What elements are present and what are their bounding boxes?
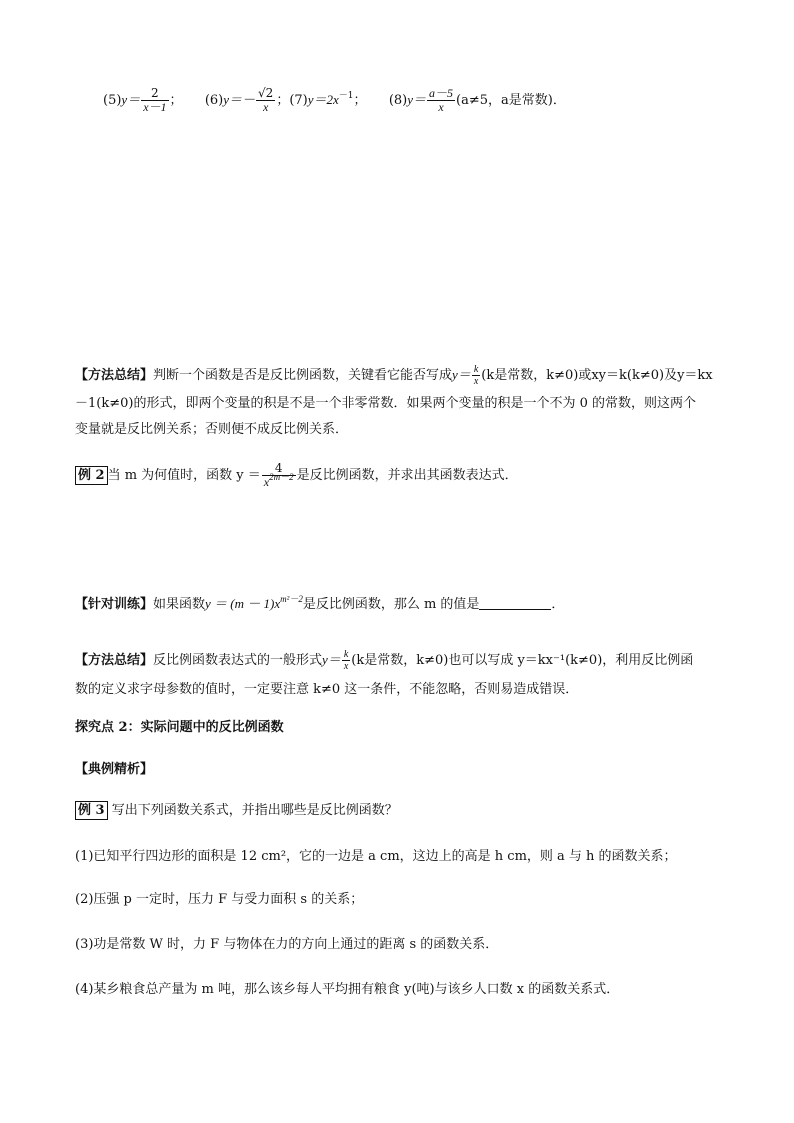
section-heading [75, 718, 284, 738]
practice-pre: 如果函数 [153, 597, 206, 612]
practice [75, 594, 564, 615]
method1-denominator: x [473, 376, 479, 387]
example-3 [75, 801, 398, 821]
method2-line2-text: 数的定义求字母参数的值时，一定要注意 k≠0 这一条件，不能忽略，否则易造成错误． [75, 682, 579, 697]
item5-fraction [141, 87, 168, 114]
example-2-numerator: 4 [262, 462, 296, 476]
item5-label: (5) [103, 93, 122, 108]
example-3-item-1-text: (1)已知平行四边形的面积是 12 cm²，它的一边是 a cm，这边上的高是 h cm，则 a 与 h 的函数关系； [75, 849, 677, 864]
item5-expr: y＝ [121, 92, 141, 107]
item6-label: (6) [204, 93, 224, 108]
example-3-item-3-text: (3)功是常数 W 时，力 F 与物体在力的方向上通过的距离 s 的函数关系． [75, 937, 499, 952]
example-2-post: 是反比例函数，并求出其函数表达式． [296, 468, 518, 483]
item6-expr: y＝－ [223, 92, 256, 107]
item8-tail: (a≠5，a是常数)． [456, 93, 566, 108]
item8-fraction [427, 87, 455, 114]
item8-expr: y＝ [407, 92, 427, 107]
item7-expr: y＝2x [307, 92, 339, 107]
method1-numerator: k [473, 364, 479, 375]
example-3-item-4 [75, 980, 619, 1000]
example-2-den-exponent: 2m－2 [269, 472, 294, 482]
method-summary-tag: 【方法总结】 [75, 368, 154, 383]
method1-line2-text: －1(k≠0)的形式，即两个变量的积是不是一个非零常数．如果两个变量的积是一个不为 0 的常数，则这两个 [75, 396, 696, 411]
item6-numerator: √2 [258, 86, 274, 100]
function-list-line [103, 87, 566, 114]
example-2-tag: 例 2 [75, 466, 108, 485]
method1-fraction [472, 364, 480, 387]
item8-denominator: x [438, 100, 444, 114]
method-summary-1-line1 [75, 364, 713, 387]
method1-y: y＝ [452, 367, 471, 382]
item8-label: (8) [388, 93, 408, 108]
method2-fraction [342, 649, 350, 672]
example-3-tag: 例 3 [75, 801, 108, 820]
method-summary-2-tag: 【方法总结】 [75, 653, 154, 668]
answer-blank[interactable] [479, 595, 551, 610]
method-summary-1-line3 [75, 420, 348, 440]
method2-denominator: x [343, 661, 349, 672]
example-2-denominator [262, 472, 296, 489]
example-2-fraction [262, 462, 296, 489]
method-summary-2-line2 [75, 680, 578, 700]
example-3-text: 写出下列函数关系式，并指出哪些是反比例函数？ [111, 803, 398, 818]
practice-post: 是反比例函数，那么 m 的值是 [302, 597, 480, 612]
example-3-item-4-text: (4)某乡粮食总产量为 m 吨，那么该乡每人平均拥有粮食 y(吨)与该乡人口数 x 的函数关系式． [75, 982, 620, 997]
item5-numerator: 2 [141, 87, 168, 101]
method1-post: (k是常数，k≠0)或xy＝k(k≠0)及y＝kx [481, 368, 713, 383]
item8-numerator: a－5 [429, 86, 454, 100]
example-2 [75, 462, 518, 489]
method-summary-1-line2 [75, 394, 696, 414]
example-2-pre: 当 m 为何值时，函数 y ＝ [107, 468, 261, 483]
item5-separator: ； [169, 93, 183, 108]
method-summary-text: 判断一个函数是否是反比例函数，关键看它能否写成 [153, 368, 453, 383]
method-summary-2-line1 [75, 649, 693, 672]
item6-denominator: x [263, 100, 269, 114]
method1-line3-text: 变量就是反比例关系；否则便不成反比例关系． [75, 422, 349, 437]
item5-denominator: x－1 [143, 100, 167, 114]
item7-exponent: －1 [338, 91, 354, 101]
practice-expr: y ＝ (m － 1)x [205, 596, 281, 611]
method2-numerator: k [343, 649, 349, 660]
example-3-item-2-text: (2)压强 p 一定时，压力 F 与受力面积 s 的关系； [75, 892, 364, 907]
example-3-item-3 [75, 935, 498, 955]
section-heading-text: 探究点 2：实际问题中的反比例函数 [75, 720, 284, 735]
item7-label: (7) [289, 93, 308, 108]
practice-end: ． [551, 597, 565, 612]
item7-separator: ； [353, 93, 367, 108]
item6-separator: ； [276, 93, 290, 108]
item6-fraction [256, 87, 275, 114]
practice-exponent: m²－2 [280, 594, 303, 604]
typical-heading-text: 【典例精析】 [75, 762, 154, 777]
method2-post: (k是常数，k≠0)也可以写成 y＝kx⁻¹(k≠0)，利用反比例函 [351, 653, 694, 668]
method2-y: y＝ [322, 652, 341, 667]
example-3-item-2 [75, 890, 363, 910]
practice-tag: 【针对训练】 [75, 597, 154, 612]
method2-pre: 反比例函数表达式的一般形式 [153, 653, 323, 668]
example-3-item-1 [75, 847, 677, 867]
example-2-den-base: x [263, 475, 270, 489]
typical-example-heading [75, 760, 153, 780]
